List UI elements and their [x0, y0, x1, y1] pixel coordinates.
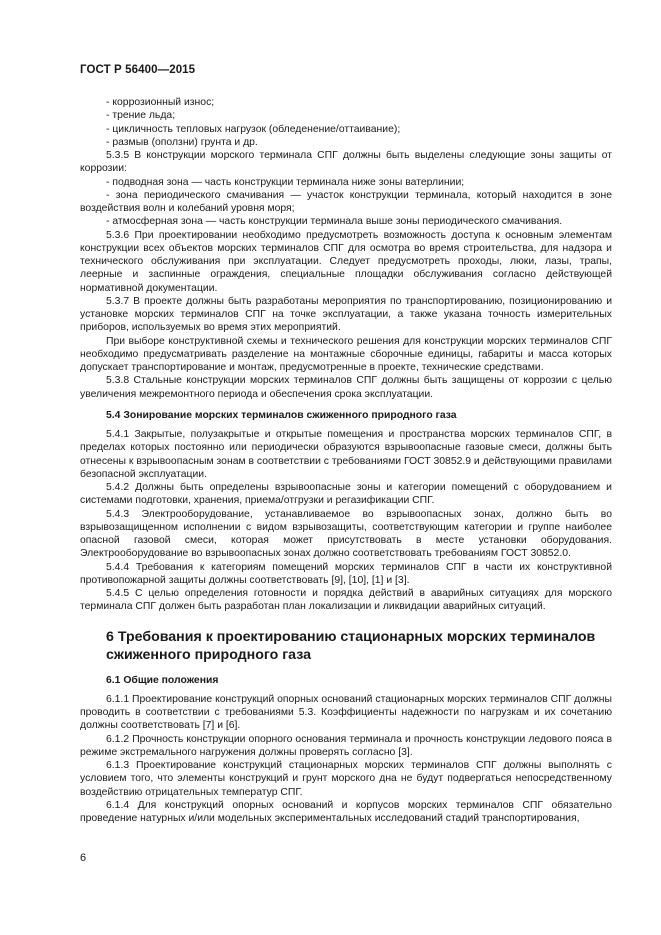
- section-heading: 6.1 Общие положения: [106, 674, 219, 686]
- paragraph: 5.4.4 Требования к категориям помещений морских терминалов СПГ в части их конструктивной противопожарной защиты должны соответствовать [9], [10], [1] и [3].: [80, 561, 612, 586]
- section-heading: 5.4 Зонирование морских терминалов сжиженного природного газа: [106, 409, 457, 421]
- document-body: [80, 96, 612, 825]
- page-number: 6: [80, 852, 87, 864]
- paragraph: 5.4.1 Закрытые, полузакрытые и открытые помещения и пространства морских терминалов СПГ, в пределах которых постоянно или периодически образуются взрывоопасные газовые смеси, должны быть отнесены к взрывоопасным зонам в соответствии с требованиями ГОСТ 30852.9 и действующими правилами безопасной эксплуатации.: [80, 429, 612, 480]
- paragraph: 5.3.7 В проекте должны быть разработаны мероприятия по транспортированию, позиционированию и установке морских терминалов СПГ на точке эксплуатации, а также указана точность измерительных приборов, используемых во время этих мероприятий.: [80, 295, 612, 334]
- paragraph: 6.1.4 Для конструкций опорных оснований и корпусов морских терминалов СПГ обязательно проведение натурных и/или модельных экспериментальных исследований стадий транспортирования,: [80, 799, 612, 824]
- paragraph: 5.4.2 Должны быть определены взрывоопасные зоны и категории помещений с оборудованием и системами подготовки, хранения, приема/отгрузки и регазификации СПГ.: [80, 482, 612, 507]
- paragraph: 5.3.8 Стальные конструкции морских терминалов СПГ должны быть защищены от коррозии с целью увеличения межремонтного периода и обеспечения срока эксплуатации.: [80, 375, 612, 400]
- list-item: - размыв (оползни) грунта и др.: [106, 136, 258, 148]
- list-item: - коррозионный износ;: [106, 97, 215, 108]
- paragraph: При выборе конструктивной схемы и технического решения для конструкции морских терминалов СПГ необходимо предусматривать разделение на монтажные сборочные единицы, габариты и масса которых допускает транспортирование и монтаж, предусмотренные в проекте, технические средствами.: [80, 335, 612, 373]
- list-item: - цикличность тепловых нагрузок (обледенение/оттаивание);: [106, 123, 401, 135]
- list-item: - трение льда;: [106, 110, 176, 122]
- document-header: ГОСТ Р 56400—2015: [80, 64, 196, 76]
- list-item: - подводная зона — часть конструкции терминала ниже зоны ватерлинии;: [106, 176, 465, 188]
- paragraph: 5.3.6 При проектировании необходимо предусмотреть возможность доступа к основным элементам конструкции всех объектов морских терминалов СПГ для осмотра во время строительства, для надзора и технического обслуживания при эксплуатации. Следует предусмотреть проходы, люки, лазы, трапы, леерные и заспинные ограждения, специальные площадки обслуживания согласно действующей нормативной документации.: [80, 229, 612, 294]
- paragraph: 6.1.2 Прочность конструкции опорного основания терминала и прочность конструкции ледового пояса в режиме экстремального нагружения должны проверять согласно [3].: [80, 733, 612, 758]
- paragraph: 6.1.3 Проектирование конструкций стационарных морских терминалов СПГ должны выполнять с условием того, что элементы конструкций и грунт морского дна не будут подвергаться непосредственному воздействию отрицательных температур СПГ.: [80, 760, 612, 798]
- paragraph: 5.3.5 В конструкции морского терминала СПГ должны быть выделены следующие зоны защиты от коррозии:: [80, 150, 612, 175]
- list-item: - зона периодического смачивания — участок конструкции терминала, который находится в зоне воздействия волн и колебаний уровня моря;: [80, 189, 612, 214]
- paragraph: 6.1.1 Проектирование конструкций опорных оснований стационарных морских терминалов СПГ должны проводить в соответствии с требованиями 5.3. Коэффициенты надежности по нагрузкам и их сочетанию должны соответствовать [7] и [6].: [80, 693, 612, 732]
- chapter-heading: 6 Требования к проектированию стационарных морских терминалов сжиженного природного газа: [106, 628, 596, 663]
- list-item: - атмосферная зона — часть конструкции терминала выше зоны периодического смачивания.: [106, 216, 563, 228]
- paragraph: 5.4.5 С целью определения готовности и порядка действий в аварийных ситуациях для морского терминала СПГ должен быть разработан план локализации и ликвидации аварийных ситуаций.: [80, 588, 612, 613]
- paragraph: 5.4.3 Электрооборудование, устанавливаемое во взрывоопасных зонах, должно быть во взрывозащищенном исполнении с видом взрывозащиты, соответствующим категории и группе наиболее опасной газовой смеси, которая может присутствовать в месте установки оборудования. Электрооборудование во взрывоопасных зонах должно соответствовать требованиям ГОСТ 30852.0.: [80, 508, 612, 560]
